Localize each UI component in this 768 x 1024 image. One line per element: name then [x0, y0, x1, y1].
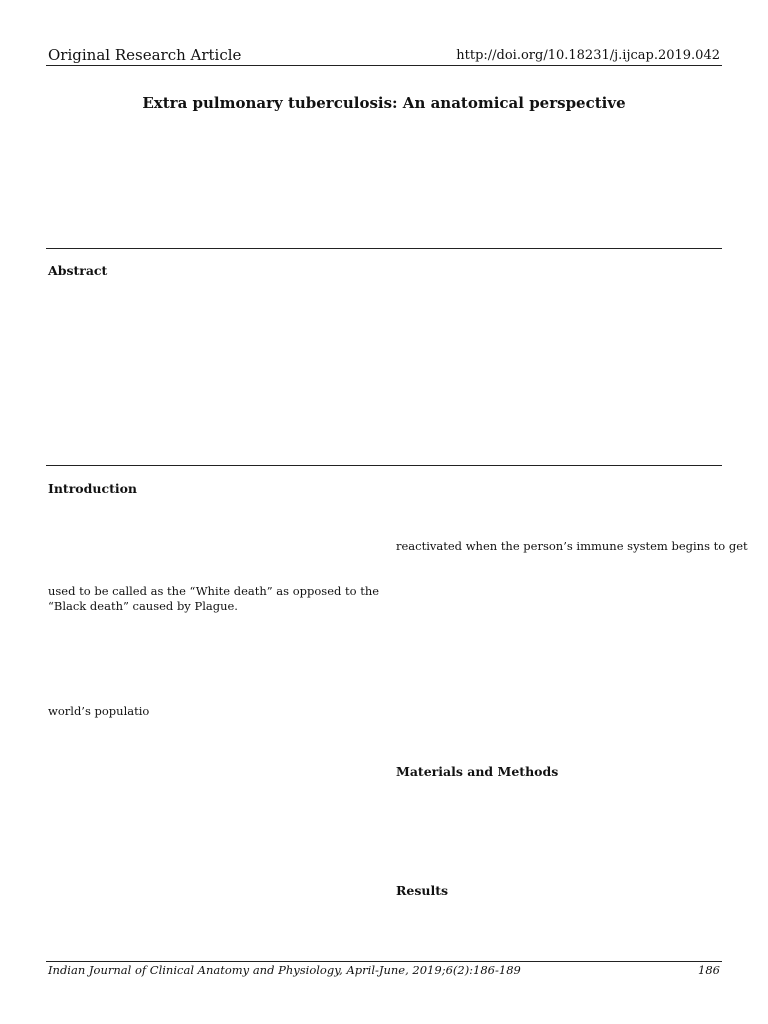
intro-left-line-2: “Black death” caused by Plague.: [48, 599, 238, 613]
doi-link[interactable]: http://doi.org/10.18231/j.ijcap.2019.042: [456, 48, 720, 63]
introduction-heading: Introduction: [48, 481, 138, 496]
header-rule: [46, 65, 722, 66]
abstract-heading: Abstract: [48, 263, 108, 278]
footer-rule: [46, 961, 722, 962]
article-type-label: Original Research Article: [48, 46, 242, 64]
article-title: Extra pulmonary tuberculosis: An anatomical perspective: [142, 94, 626, 112]
results-heading: Results: [396, 883, 449, 898]
abstract-bottom-rule: [46, 465, 722, 466]
materials-methods-heading: Materials and Methods: [396, 764, 559, 779]
intro-right-line: reactivated when the person’s immune system begins to get: [396, 539, 748, 553]
abstract-top-rule: [46, 248, 722, 249]
page-number: 186: [698, 963, 720, 977]
intro-left-line-3: world’s populatio: [48, 704, 150, 718]
intro-left-line-1: used to be called as the “White death” as opposed to the: [48, 584, 380, 598]
journal-citation: Indian Journal of Clinical Anatomy and Physiology, April-June, 2019;6(2):186-189: [48, 963, 521, 977]
